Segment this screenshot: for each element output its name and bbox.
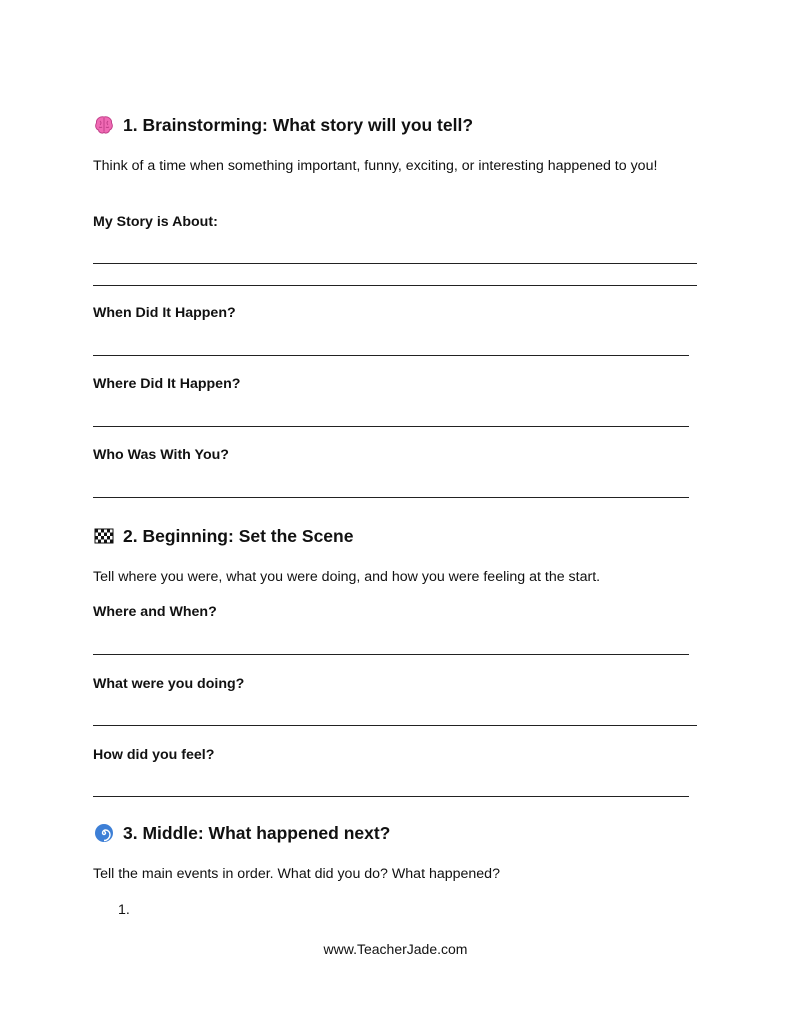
footer-website[interactable]: www.TeacherJade.com [323, 941, 468, 957]
section-3-intro: Tell the main events in order. What did you do? What happened? [93, 866, 500, 882]
brain-icon [93, 114, 115, 136]
answer-line[interactable] [93, 355, 689, 356]
answer-line[interactable] [93, 796, 689, 797]
section-1-title: 1. Brainstorming: What story will you tell? [123, 114, 474, 135]
answer-line[interactable] [93, 285, 697, 286]
answer-line[interactable] [93, 654, 689, 655]
label-where-happen: Where Did It Happen? [93, 376, 241, 392]
answer-line[interactable] [93, 426, 689, 427]
answer-line[interactable] [93, 725, 697, 726]
label-what-doing: What were you doing? [93, 676, 245, 692]
label-how-feel: How did you feel? [93, 747, 215, 763]
answer-line[interactable] [93, 263, 697, 264]
section-3-title: 3. Middle: What happened next? [123, 822, 391, 843]
section-1-heading [93, 114, 473, 136]
checkered-flag-icon [93, 525, 115, 547]
section-2-heading [93, 525, 353, 547]
section-1-intro: Think of a time when something important, funny, exciting, or interesting happened to you! [93, 158, 658, 174]
label-who-with: Who Was With You? [93, 447, 229, 463]
section-3-heading [93, 822, 390, 844]
label-where-when: Where and When? [93, 604, 217, 620]
label-when-happen: When Did It Happen? [93, 305, 236, 321]
list-item-number: 1. [118, 902, 130, 918]
answer-line[interactable] [93, 497, 689, 498]
section-2-intro: Tell where you were, what you were doing, and how you were feeling at the start. [93, 569, 601, 585]
cyclone-icon [93, 822, 115, 844]
section-2-title: 2. Beginning: Set the Scene [123, 525, 354, 546]
label-story-about: My Story is About: [93, 214, 218, 230]
